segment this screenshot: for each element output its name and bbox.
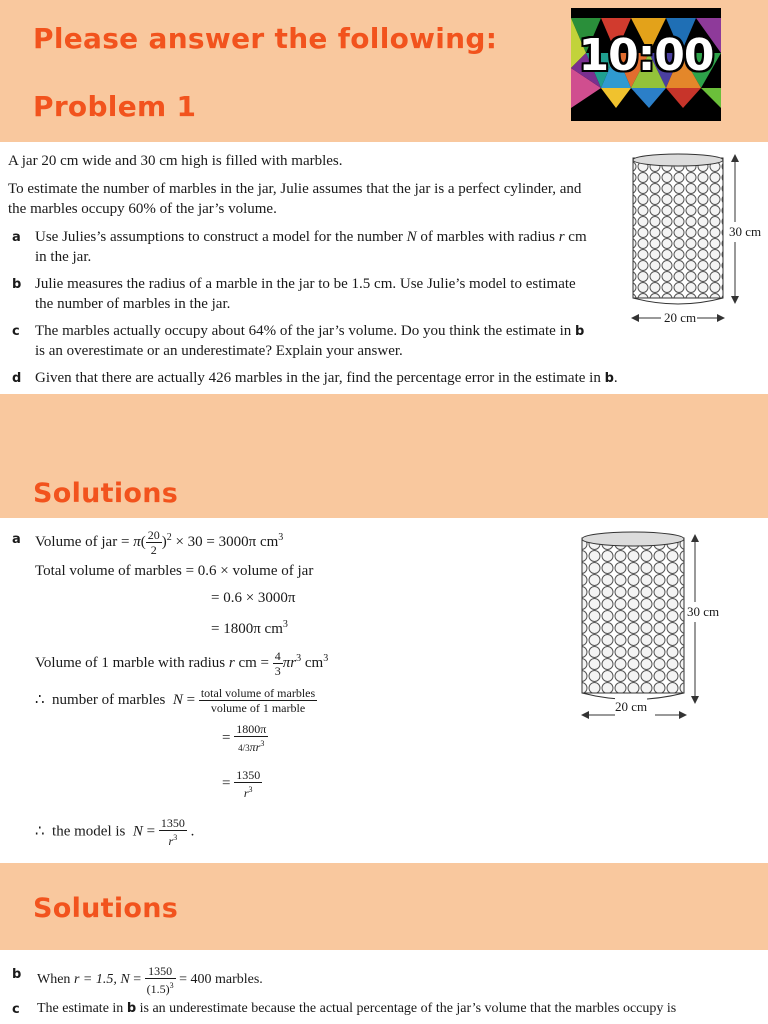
part-c-text: The marbles actually occupy about 64% of the jar’s volume. Do you think the estimate in b xyxy=(35,323,585,339)
solution-b-label: b xyxy=(12,967,22,982)
marble-jar-figure-solution xyxy=(575,526,705,726)
total-volume-step-3: = 1800π $cm^3$ xyxy=(211,619,288,637)
solution-a-label: a xyxy=(12,532,21,547)
part-b-text-line-2: the number of marbles in the jar. xyxy=(35,296,231,312)
number-of-marbles-line: ∴ number of marbles N = $\frac{\text{total volume of marbles}}{\text{volume of 1 marble}}$ xyxy=(35,686,316,715)
number-of-marbles-step-3: = $\frac{1350}{r^3}$ xyxy=(222,768,261,800)
part-a-text-line-2: in the jar. xyxy=(35,249,92,265)
jar-height-label-solution: 30 cm xyxy=(687,602,719,622)
model-conclusion-line: ∴ the model is N = $\frac{1350}{r^3}$ . xyxy=(35,816,195,848)
problem-context-line-2: the marbles occupy 60% of the jar’s volume. xyxy=(8,201,277,217)
part-d-text: Given that there are actually 426 marbles in the jar, find the percentage error in the estimate in b. xyxy=(35,370,618,386)
timer-value: 10:00 xyxy=(578,30,714,81)
part-c-label: c xyxy=(12,324,20,339)
problem-section xyxy=(0,142,768,394)
one-marble-volume-line: Volume of 1 marble with radius r cm = $\frac{4}{3}$ $\pi r^3$ $cm^3$ xyxy=(35,649,329,679)
solutions-band-2 xyxy=(0,863,768,950)
jar-width-label-solution: 20 cm xyxy=(615,697,647,717)
solutions-heading-1: Solutions xyxy=(33,478,179,509)
part-a-text: Use Julies’s assumptions to construct a model for the number N of marbles with radius r cm xyxy=(35,229,587,245)
solutions-heading-2: Solutions xyxy=(33,893,179,924)
total-volume-step-2: = 0.6 × 3000π xyxy=(211,590,296,606)
part-a-label: a xyxy=(12,230,21,245)
part-b-text: Julie measures the radius of a marble in the jar to be 1.5 cm. Use Julie’s model to estimate xyxy=(35,276,576,292)
volume-of-jar-line: Volume of jar = π( $\frac{20}{2}$ )$^2$ × 30 = 3000π $cm^3$ xyxy=(35,528,284,558)
header-band xyxy=(0,0,768,142)
solution-b-line: When r = 1.5, N = $\frac{1350}{(1.5)^3}$ = 400 marbles. xyxy=(37,964,263,996)
total-volume-line: Total volume of marbles = 0.6 × volume of jar xyxy=(35,563,314,579)
solution-a-section xyxy=(0,518,768,863)
solution-bc-section xyxy=(0,950,768,1024)
problem-heading: Problem 1 xyxy=(33,90,197,123)
jar-height-label: 30 cm xyxy=(729,222,761,242)
solution-c-line: The estimate in b is an underestimate because the actual percentage of the jar’s volume that the marbles occupy is xyxy=(37,1001,677,1016)
part-b-label: b xyxy=(12,277,22,292)
solutions-band-1 xyxy=(0,394,768,518)
page-title: Please answer the following: xyxy=(33,22,498,55)
part-d-label: d xyxy=(12,371,22,386)
countdown-timer xyxy=(571,8,721,121)
jar-width-label: 20 cm xyxy=(664,308,696,328)
problem-intro: A jar 20 cm wide and 30 cm high is filled with marbles. xyxy=(8,153,343,169)
number-of-marbles-step-2: = $\frac{1800\pi}{4/3\pi r^3}$ xyxy=(222,722,267,754)
part-c-text-line-2: is an overestimate or an underestimate? Explain your answer. xyxy=(35,343,403,359)
problem-context-line-1: To estimate the number of marbles in the jar, Julie assumes that the jar is a perfect cylinder, and xyxy=(8,181,582,197)
solution-c-label: c xyxy=(12,1002,20,1017)
